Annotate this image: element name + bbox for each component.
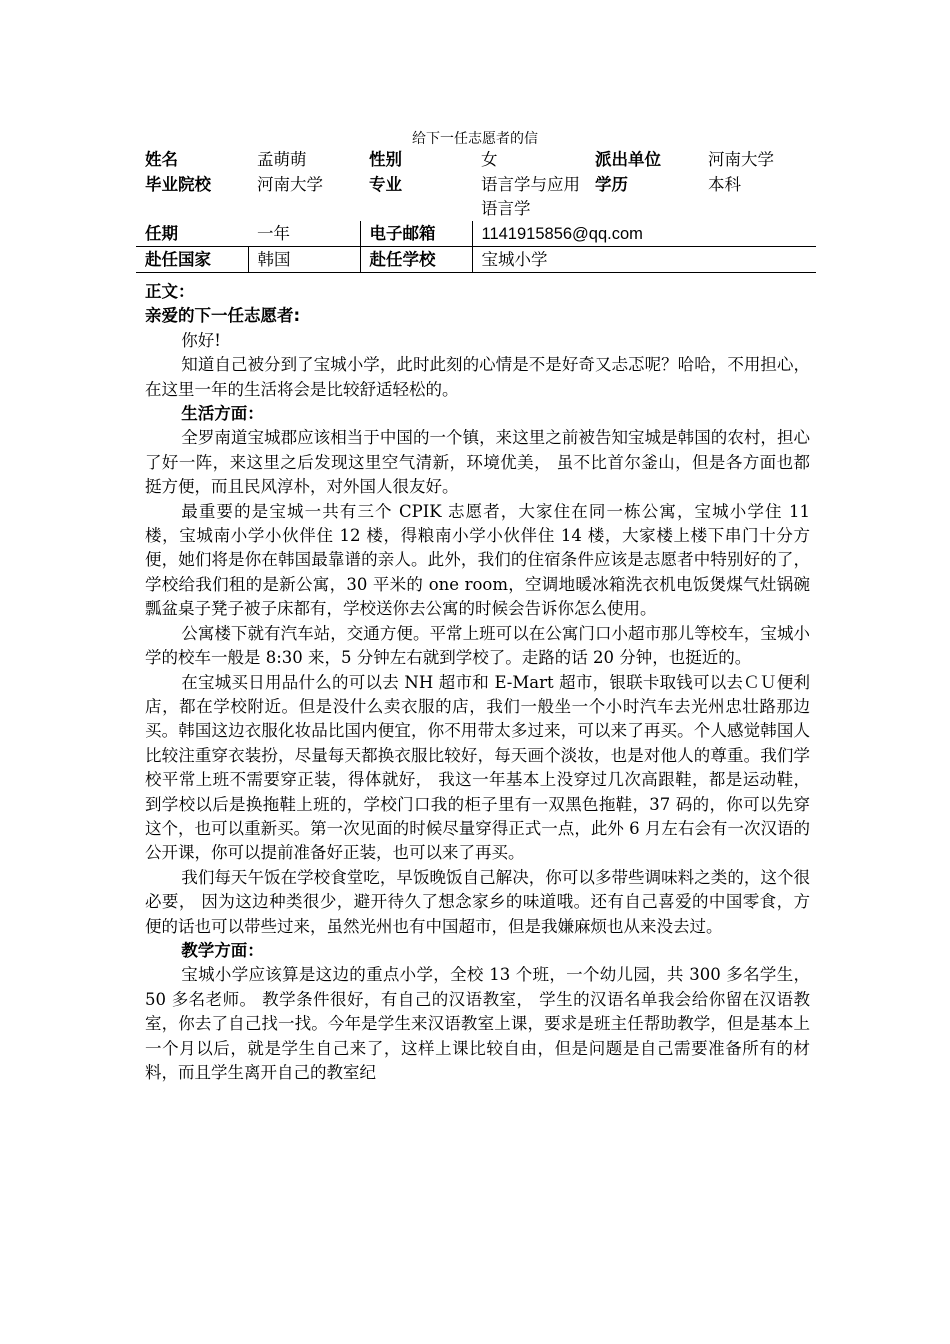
unit-value: 河南大学 bbox=[708, 150, 774, 169]
intro-paragraph: 知道自己被分到了宝城小学，此时此刻的心情是不是好奇又忐忑呢？哈哈，不用担心，在这里一年的生活将会是比较舒适轻松的。 bbox=[145, 355, 810, 399]
email-value: 1141915856@qq.com bbox=[472, 221, 816, 247]
country-label: 赴任国家 bbox=[136, 247, 248, 273]
post-school-label: 赴任学校 bbox=[360, 247, 472, 273]
degree-label: 学历 bbox=[595, 175, 628, 194]
life-paragraph: 最重要的是宝城一共有三个 CPIK 志愿者，大家住在同一栋公寓，宝城小学住 11 楼，宝城南小学小伙伴住 12 楼，得粮南小学小伙伴住 14 楼，大家楼上楼下串门十分方便，她们将是你在韩国最靠谱的亲人。此外，我们的住宿条件应该是志愿者中特别好的了，学校给我们租的是新公寓，30 平米的 one room，空调地暖冰箱洗衣机电饭煲煤气灶锅碗瓢盆桌子凳子被子床都有，学校送你去公寓的时候会告诉你怎么使用。 bbox=[145, 501, 810, 619]
life-section-heading: 生活方面： bbox=[181, 404, 264, 424]
school-label: 毕业院校 bbox=[145, 175, 211, 194]
teaching-section-heading: 教学方面： bbox=[181, 940, 264, 960]
teaching-paragraph: 宝城小学应该算是这边的重点小学，全校 13 个班，一个幼儿园，共 300 多名学生，50 多名老师。 教学条件很好，有自己的汉语教室， 学生的汉语名单我会给你留在汉语教室，你去了自己找一找。今年是学生来汉语教室上课，要求是班主任帮助教学，但是基本上一个月以后，就是学生自己来了，这样上课比较自由，但是问题是自己需要准备所有的材料，而且学生离开自己的教室纪 bbox=[145, 965, 810, 1082]
greeting: 你好! bbox=[181, 330, 221, 350]
life-paragraph: 公寓楼下就有汽车站，交通方便。平常上班可以在公寓门口小超市那儿等校车，宝城小学的校车一般是 8:30 来，5 分钟左右就到学校了。走路的话 20 分钟，也挺近的。 bbox=[145, 623, 810, 668]
gender-value: 女 bbox=[481, 150, 498, 169]
country-value: 韩国 bbox=[248, 247, 360, 273]
life-paragraph: 我们每天午饭在学校食堂吃，早饭晚饭自己解决，你可以多带些调味料之类的，这个很必要， 因为这边种类很少，避开待久了想念家乡的味道哦。还有自己喜爱的中国零食，方便的话也可以带些过来，虽然光州也有中国超市，但是我嫌麻烦也从来没去过。 bbox=[145, 867, 810, 936]
info-row bbox=[136, 147, 816, 172]
degree-value: 本科 bbox=[708, 175, 741, 194]
name-value: 孟萌萌 bbox=[257, 150, 307, 169]
term-value: 一年 bbox=[248, 221, 360, 247]
life-paragraph: 在宝城买日用品什么的可以去 NH 超市和 E-Mart 超市，银联卡取钱可以去ＣＵ便利店，都在学校附近。但是没什么卖衣服的店，我们一般坐一个小时汽车去光州忠壮路那边买。韩国这边衣服化妆品比国内便宜，你不用带太多过来，可以来了再买。个人感觉韩国人比较注重穿衣装扮，尽量每天都换衣服比较好，每天画个淡妆，也是对他人的尊重。我们学校平常上班不需要穿正装，得体就好， 我这一年基本上没穿过几次高跟鞋，都是运动鞋，到学校以后是换拖鞋上班的，学校门口我的柜子里有一双黑色拖鞋，37 码的，你可以先穿这个，也可以重新买。第一次见面的时候尽量穿得正式一点，此外 6 月左右会有一次汉语的公开课，你可以提前准备好正装，也可以来了再买。 bbox=[145, 672, 810, 863]
gender-label: 性别 bbox=[369, 150, 402, 169]
document-title: 给下一任志愿者的信 bbox=[412, 131, 538, 147]
major-value: 语言学与应用语言学 bbox=[481, 175, 580, 218]
letter-body bbox=[145, 280, 810, 1085]
volunteer-info-table bbox=[136, 147, 816, 273]
major-label: 专业 bbox=[369, 175, 402, 194]
name-label: 姓名 bbox=[145, 150, 178, 169]
email-label: 电子邮箱 bbox=[360, 221, 472, 247]
life-paragraph: 全罗南道宝城郡应该相当于中国的一个镇，来这里之前被告知宝城是韩国的农村，担心了好一阵，来这里之后发现这里空气清新，环境优美， 虽不比首尔釜山，但是各方面也都挺方便，而且民风淳朴，对外国人很友好。 bbox=[145, 428, 810, 497]
body-heading: 正文： bbox=[145, 282, 195, 301]
info-row bbox=[136, 247, 816, 273]
salutation: 亲爱的下一任志愿者: bbox=[145, 306, 301, 326]
school-value: 河南大学 bbox=[257, 175, 323, 194]
term-label: 任期 bbox=[136, 221, 248, 247]
post-school-value: 宝城小学 bbox=[472, 247, 816, 273]
info-row bbox=[136, 221, 816, 247]
info-row bbox=[136, 172, 816, 221]
unit-label: 派出单位 bbox=[595, 150, 661, 169]
